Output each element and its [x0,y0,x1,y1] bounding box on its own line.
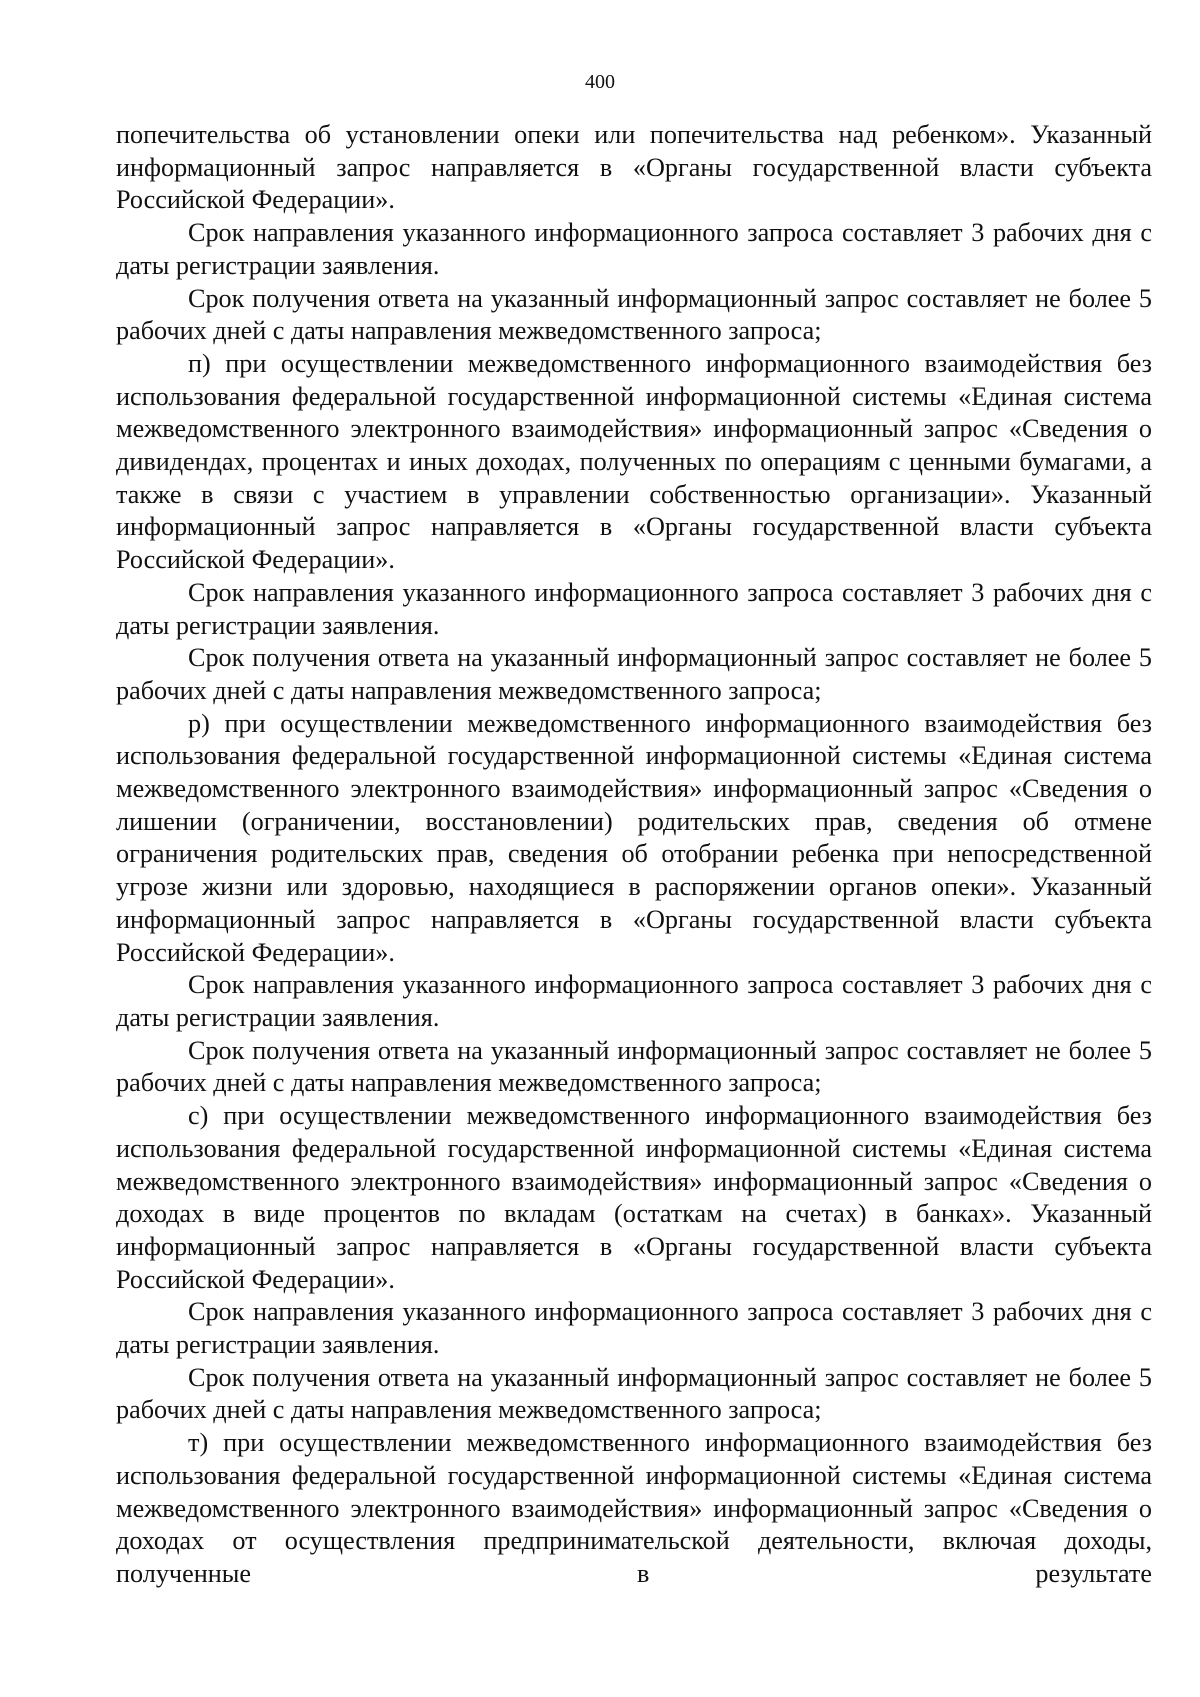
paragraph-item-p: п) при осуществлении межведомственного информационного взаимодействия без использования федеральной государственной информационной системы «Единая система межведомственного электронного взаимодействия» информационный запрос «Сведения о дивидендах, процентах и иных доходах, полученных по операциям с ценными бумагами, а также в связи с участием в управлении собственностью организации». Указанный информационный запрос направляется в «Органы государственной власти субъекта Российской Федерации». [116,348,1152,575]
paragraph-item-s: с) при осуществлении межведомственного информационного взаимодействия без использования федеральной государственной информационной системы «Единая система межведомственного электронного взаимодействия» информационный запрос «Сведения о доходах в виде процентов по вкладам (остаткам на счетах) в банках». Указанный информационный запрос направляется в «Органы государственной власти субъекта Российской Федерации». [116,1101,1152,1294]
document-body [116,119,1152,1591]
paragraph-deadline-sending: Срок направления указанного информационного запроса составляет 3 рабочих дня с даты регистрации заявления. [116,577,1152,640]
paragraph-deadline-response: Срок получения ответа на указанный информационный запрос составляет не более 5 рабочих дней с даты направления межведомственного запроса; [116,1362,1152,1425]
paragraph-continuation: попечительства об установлении опеки или попечительства над ребенком». Указанный информационный запрос направляется в «Органы государственной власти субъекта Российской Федерации». [116,120,1152,215]
paragraph-item-r: р) при осуществлении межведомственного информационного взаимодействия без использования федеральной государственной информационной системы «Единая система межведомственного электронного взаимодействия» информационный запрос «Сведения о лишении (ограничении, восстановлении) родительских прав, сведения об отмене ограничения родительских прав, сведения об отобрании ребенка при непосредственной угрозе жизни или здоровью, находящиеся в распоряжении органов опеки». Указанный информационный запрос направляется в «Органы государственной власти субъекта Российской Федерации». [116,708,1152,967]
paragraph-deadline-response: Срок получения ответа на указанный информационный запрос составляет не более 5 рабочих дней с даты направления межведомственного запроса; [116,283,1152,346]
paragraph-item-t: т) при осуществлении межведомственного информационного взаимодействия без использования федеральной государственной информационной системы «Единая система межведомственного электронного взаимодействия» информационный запрос «Сведения о доходах от осуществления предпринимательской деятельности, включая доходы, полученные в результате [116,1428,1152,1588]
paragraph-deadline-sending: Срок направления указанного информационного запроса составляет 3 рабочих дня с даты регистрации заявления. [116,218,1152,280]
paragraph-deadline-response: Срок получения ответа на указанный информационный запрос составляет не более 5 рабочих дней с даты направления межведомственного запроса; [116,643,1152,705]
paragraph-deadline-sending: Срок направления указанного информационного запроса составляет 3 рабочих дня с даты регистрации заявления. [116,1297,1152,1360]
paragraph-deadline-sending: Срок направления указанного информационного запроса составляет 3 рабочих дня с даты регистрации заявления. [116,970,1152,1032]
paragraph-deadline-response: Срок получения ответа на указанный информационный запрос составляет не более 5 рабочих дней с даты направления межведомственного запроса; [116,1035,1152,1098]
page-number: 400 [585,71,615,93]
